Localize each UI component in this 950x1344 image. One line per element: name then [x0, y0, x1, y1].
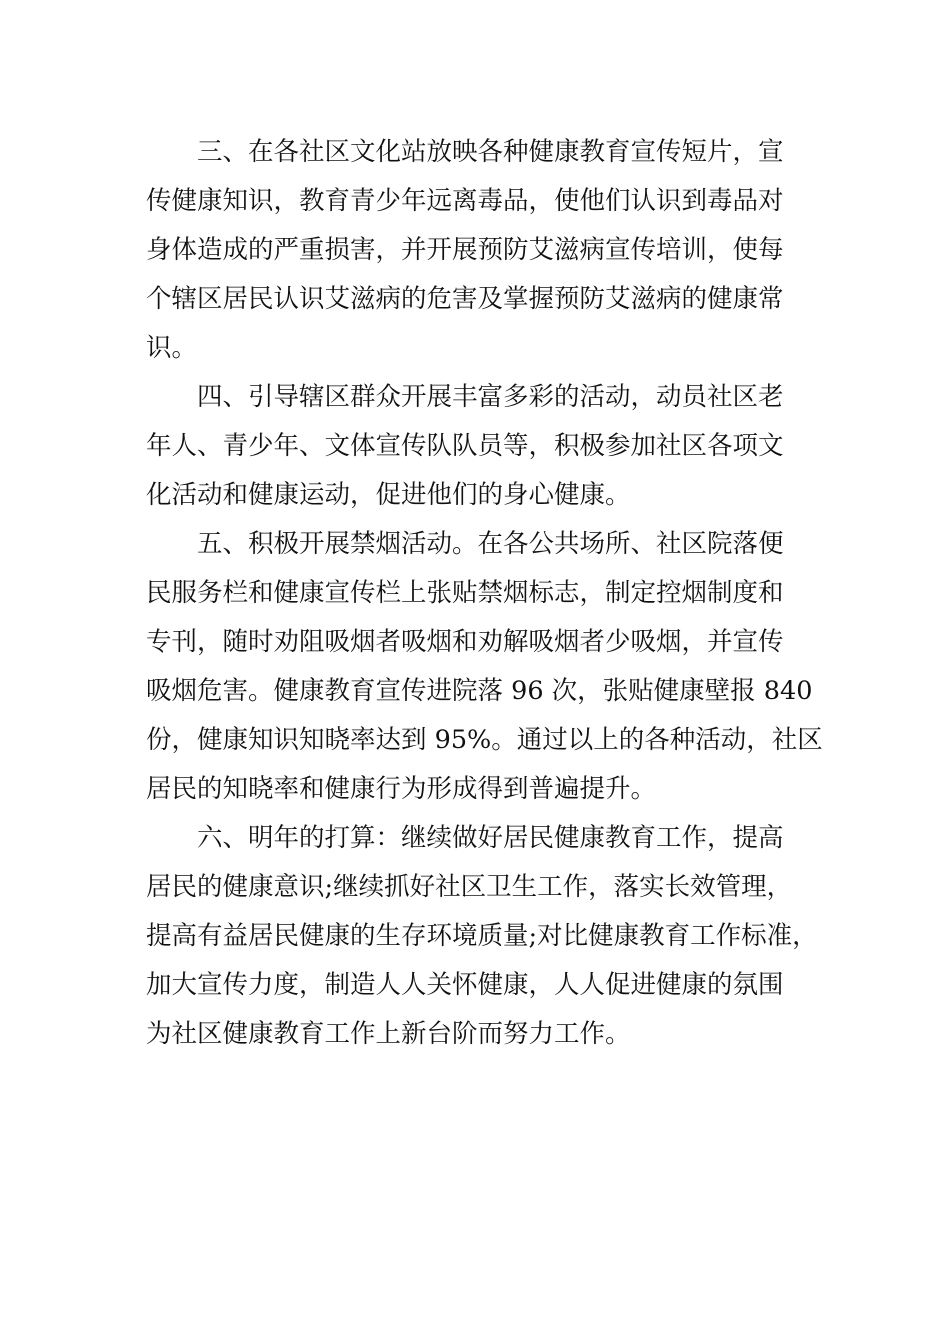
paragraph-six — [146, 814, 826, 1059]
paragraph-line: 专刊，随时劝阻吸烟者吸烟和劝解吸烟者少吸烟，并宣传 — [146, 627, 784, 657]
paragraph-line: 化活动和健康运动，促进他们的身心健康。 — [146, 480, 631, 510]
paragraph-line: 个辖区居民认识艾滋病的危害及掌握预防艾滋病的健康常 — [146, 284, 784, 314]
paragraph-line: 传健康知识，教育青少年远离毒品，使他们认识到毒品对 — [146, 186, 784, 216]
paragraph-line: 份，健康知识知晓率达到 95%。通过以上的各种活动，社区 — [146, 725, 823, 755]
paragraph-line: 居民的健康意识;继续抓好社区卫生工作，落实长效管理， — [146, 872, 793, 902]
paragraph-line: 五、积极开展禁烟活动。在各公共场所、社区院落便 — [146, 529, 784, 559]
paragraph-four — [146, 373, 826, 520]
paragraph-line: 年人、青少年、文体宣传队队员等，积极参加社区各项文 — [146, 431, 784, 461]
paragraph-line: 提高有益居民健康的生存环境质量;对比健康教育工作标准， — [146, 921, 818, 951]
paragraph-line: 民服务栏和健康宣传栏上张贴禁烟标志，制定控烟制度和 — [146, 578, 784, 608]
paragraph-line: 三、在各社区文化站放映各种健康教育宣传短片，宣 — [146, 137, 784, 167]
paragraph-five — [146, 520, 826, 814]
paragraph-line: 加大宣传力度，制造人人关怀健康，人人促进健康的氛围 — [146, 970, 784, 1000]
document-body — [146, 128, 826, 1059]
paragraph-three — [146, 128, 826, 373]
paragraph-line: 六、明年的打算：继续做好居民健康教育工作，提高 — [146, 823, 784, 853]
paragraph-line: 身体造成的严重损害，并开展预防艾滋病宣传培训，使每 — [146, 235, 784, 265]
paragraph-line: 识。 — [146, 333, 198, 363]
paragraph-line: 为社区健康教育工作上新台阶而努力工作。 — [146, 1019, 631, 1049]
paragraph-line: 四、引导辖区群众开展丰富多彩的活动，动员社区老 — [146, 382, 784, 412]
paragraph-line: 吸烟危害。健康教育宣传进院落 96 次，张贴健康壁报 840 — [146, 676, 813, 706]
paragraph-line: 居民的知晓率和健康行为形成得到普遍提升。 — [146, 774, 657, 804]
